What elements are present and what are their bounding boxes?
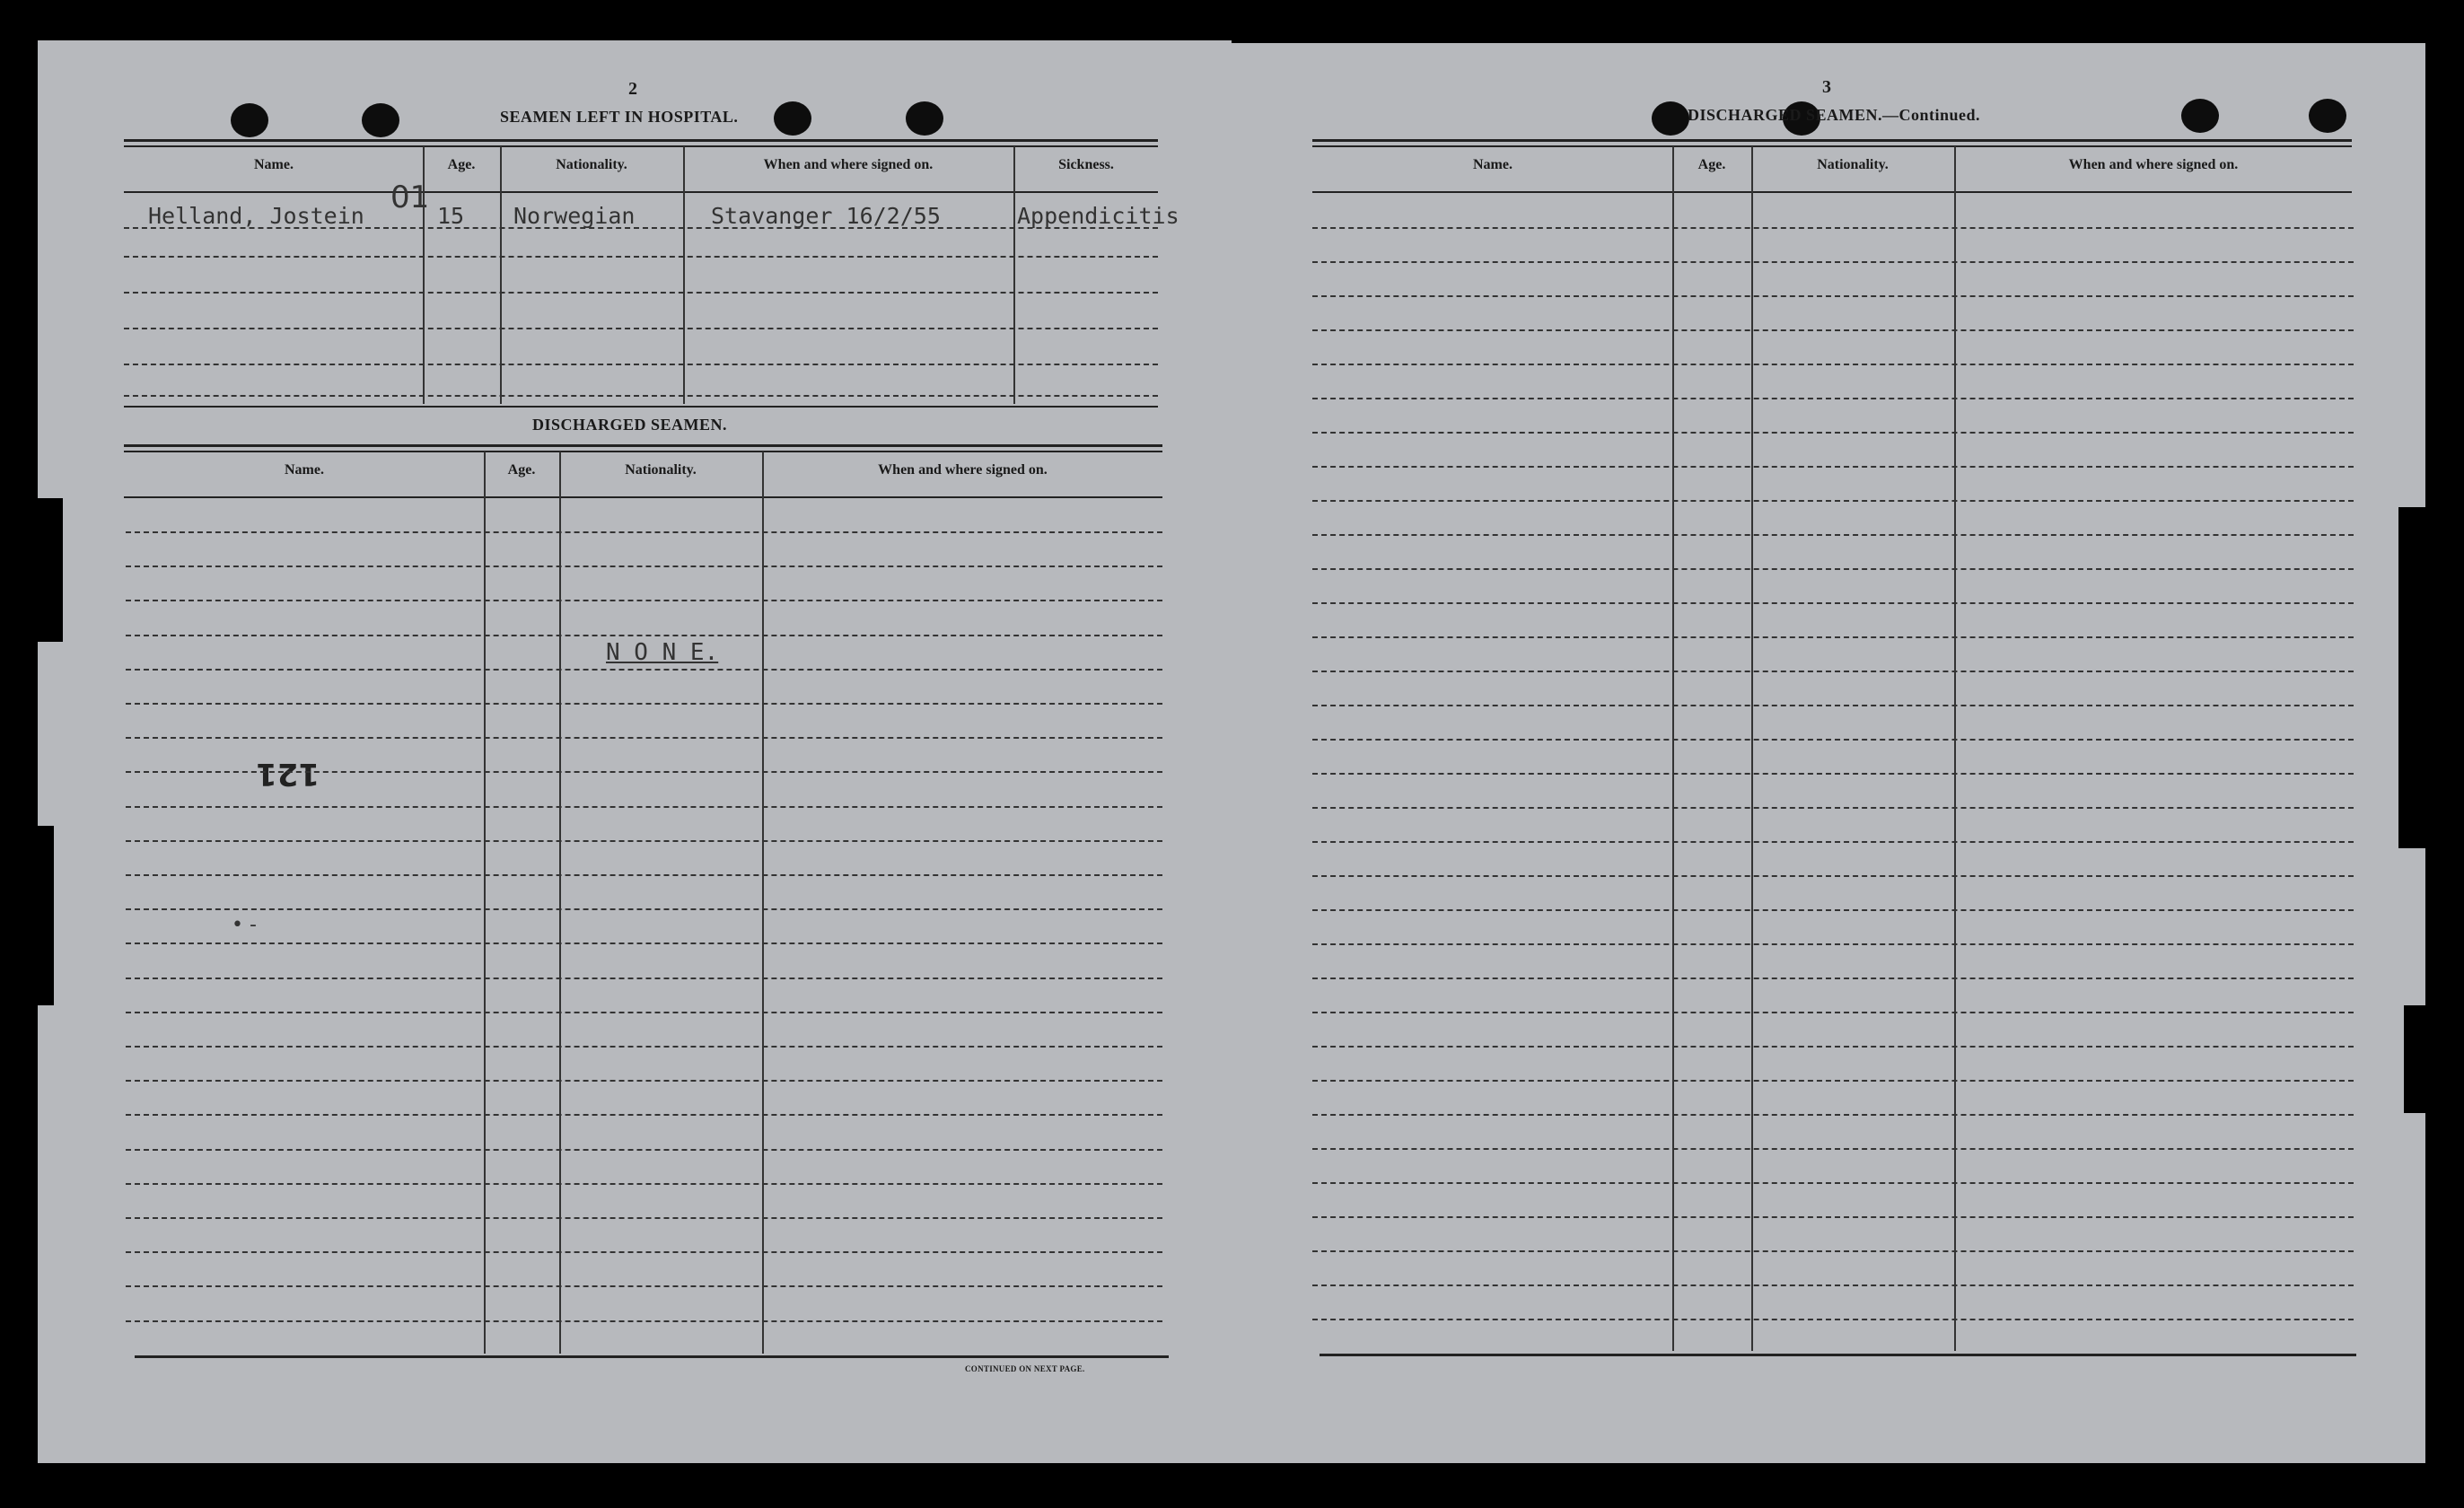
row-line (124, 364, 1158, 365)
rule (1312, 139, 2352, 142)
row-line (126, 942, 1162, 944)
rule (1320, 1354, 2356, 1356)
row-line (124, 256, 1158, 258)
seaman-signed-on: Stavanger 16/2/55 (711, 203, 941, 229)
section-title-discharged-continued: DISCHARGED SEAMEN.—Continued. (1688, 106, 1981, 124)
header-age: Age. (447, 157, 476, 172)
row-line (1312, 466, 2354, 468)
header-name: Name. (1473, 157, 1513, 172)
row-line (1312, 227, 2354, 229)
punch-hole (362, 103, 399, 137)
row-line (1312, 1046, 2354, 1048)
row-line (1312, 329, 2354, 331)
row-line (126, 1046, 1162, 1048)
header-signed-on: When and where signed on. (878, 462, 1048, 478)
header-nationality: Nationality. (625, 462, 697, 478)
header-name: Name. (285, 462, 324, 478)
row-line (124, 328, 1158, 329)
row-line (1312, 1148, 2354, 1150)
column-divider (1751, 146, 1753, 1351)
row-line (1312, 841, 2354, 843)
row-line (1312, 568, 2354, 570)
row-line (126, 978, 1162, 979)
rule (124, 444, 1162, 447)
section-title-discharged: DISCHARGED SEAMEN. (532, 416, 728, 434)
row-line (126, 1114, 1162, 1116)
torn-edge (2404, 1005, 2434, 1113)
row-line (126, 737, 1162, 739)
row-line (126, 908, 1162, 910)
punch-hole (1652, 101, 1689, 136)
row-line (1312, 398, 2354, 399)
header-nationality: Nationality. (1817, 157, 1889, 172)
punch-hole (231, 103, 268, 137)
punch-hole (2309, 99, 2346, 133)
row-line (126, 669, 1162, 671)
row-line (1312, 500, 2354, 502)
row-line (126, 806, 1162, 808)
row-line (1312, 1080, 2354, 1082)
row-line (1312, 1319, 2354, 1320)
row-line (126, 1183, 1162, 1185)
rule (124, 451, 1162, 452)
row-line (126, 1149, 1162, 1151)
row-line (126, 566, 1162, 567)
rule (124, 496, 1162, 498)
torn-edge (2398, 507, 2434, 848)
row-line (1312, 1284, 2354, 1286)
row-line (126, 1320, 1162, 1322)
header-age: Age. (507, 462, 536, 478)
row-line (1312, 602, 2354, 604)
header-age: Age. (1697, 157, 1726, 172)
torn-edge (38, 498, 63, 642)
rule (124, 145, 1158, 147)
row-line (1312, 909, 2354, 911)
rule (124, 191, 1158, 193)
header-nationality: Nationality. (556, 157, 627, 172)
column-divider (1954, 146, 1956, 1351)
row-line (126, 874, 1162, 876)
rule (124, 406, 1158, 408)
rule (124, 139, 1158, 142)
row-line (124, 292, 1158, 294)
row-line (1312, 773, 2354, 775)
row-line (126, 531, 1162, 533)
row-line (1312, 636, 2354, 638)
row-line (1312, 1250, 2354, 1252)
row-line (126, 840, 1162, 842)
row-line (1312, 1182, 2354, 1184)
row-line (126, 1080, 1162, 1082)
row-line (1312, 807, 2354, 809)
row-line (1312, 705, 2354, 706)
row-line (1312, 1216, 2354, 1218)
continued-note: CONTINUED ON NEXT PAGE. (965, 1364, 1085, 1373)
row-line (1312, 364, 2354, 365)
header-signed-on: When and where signed on. (2068, 157, 2239, 172)
row-line (1312, 1012, 2354, 1013)
header-signed-on: When and where signed on. (763, 157, 934, 172)
row-line (126, 1012, 1162, 1013)
header-name: Name. (254, 157, 294, 172)
row-line (126, 771, 1162, 773)
row-line (1312, 943, 2354, 945)
row-line (1312, 432, 2354, 434)
row-line (126, 635, 1162, 636)
section-title-hospital: SEAMEN LEFT IN HOSPITAL. (500, 108, 739, 126)
handwritten-number: 121 (256, 756, 320, 792)
rule (1312, 191, 2352, 193)
row-line (126, 600, 1162, 601)
stray-mark: • - (232, 914, 257, 936)
punch-hole (906, 101, 943, 136)
row-line (1312, 875, 2354, 877)
row-line (1312, 671, 2354, 672)
row-line (126, 703, 1162, 705)
row-line (1312, 978, 2354, 979)
seaman-age: 15 (437, 203, 465, 229)
column-divider (1672, 146, 1674, 1351)
punch-hole (2181, 99, 2219, 133)
none-entry: N O N E. (606, 639, 719, 666)
row-line (126, 1285, 1162, 1287)
row-line (1312, 739, 2354, 741)
seaman-nationality: Norwegian (513, 203, 636, 229)
row-line (1312, 1114, 2354, 1116)
row-line (126, 1217, 1162, 1219)
rule (135, 1355, 1169, 1358)
seaman-sickness: Appendicitis (1017, 203, 1179, 229)
page-number: 2 (628, 79, 637, 99)
margin-mark: 01 (390, 180, 430, 215)
row-line (1312, 295, 2354, 297)
row-line (1312, 261, 2354, 263)
header-sickness: Sickness. (1058, 157, 1114, 172)
torn-edge (38, 826, 54, 1005)
row-line (124, 395, 1158, 397)
seaman-name: Helland, Jostein (148, 203, 364, 229)
punch-hole (774, 101, 811, 136)
row-line (126, 1251, 1162, 1253)
page-number: 3 (1822, 77, 1831, 97)
rule (1312, 145, 2352, 147)
left-page (38, 40, 1232, 1463)
row-line (1312, 534, 2354, 536)
